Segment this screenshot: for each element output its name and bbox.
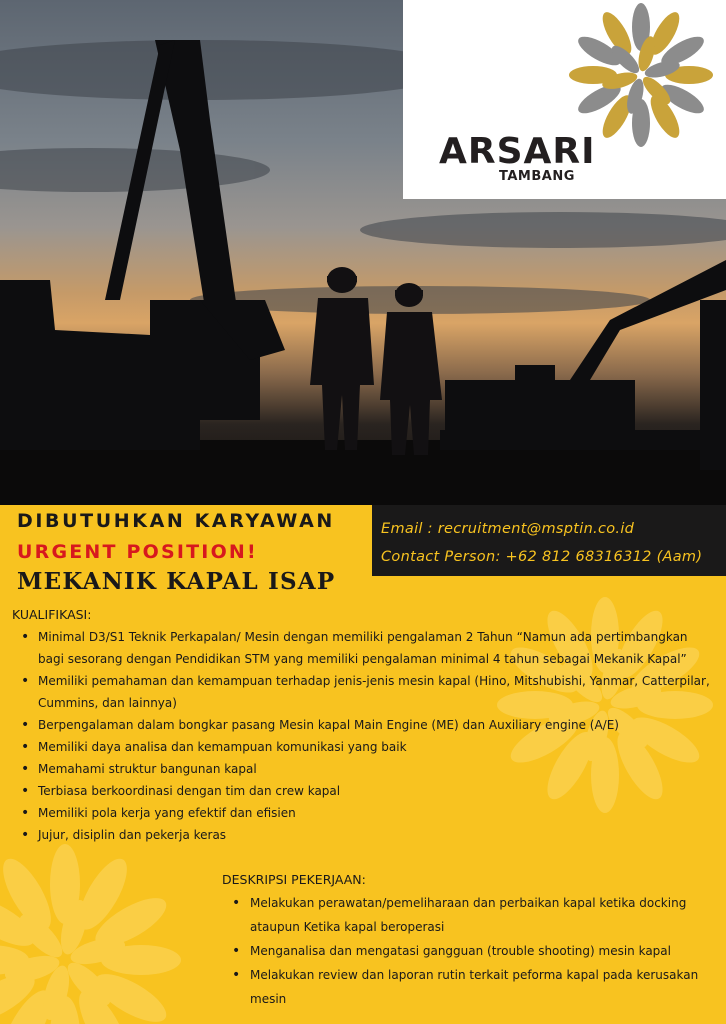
company-logo bbox=[403, 0, 726, 199]
list-item: • Memiliki daya analisa dan kemampuan komunikasi yang baik bbox=[21, 736, 711, 758]
description-title: DESKRIPSI PEKERJAAN: bbox=[222, 872, 366, 887]
contact-email: Email : recruitment@msptin.co.id bbox=[381, 521, 635, 537]
headline-hiring: DIBUTUHKAN KARYAWAN bbox=[17, 510, 335, 532]
logo-subtitle: TAMBANG bbox=[499, 169, 575, 184]
decorative-flower-icon bbox=[0, 835, 190, 1024]
list-item: • Minimal D3/S1 Teknik Perkapalan/ Mesin dengan memiliki pengalaman 2 Tahun “Namun ada pertimbangkan bagi sesorang dengan Pendidikan STM yang memiliki pengalaman minimal 4 tahun sebagai Mekanik Kapal” bbox=[21, 626, 711, 670]
list-item: • Melakukan perawatan/pemeliharaan dan perbaikan kapal ketika docking ataupun Ketika kapal beroperasi bbox=[232, 891, 707, 939]
list-item: • Berpengalaman dalam bongkar pasang Mesin kapal Main Engine (ME) dan Auxiliary engine (A/E) bbox=[21, 714, 711, 736]
headline-position-title: MEKANIK KAPAL ISAP bbox=[17, 568, 336, 595]
headline-urgent: URGENT POSITION! bbox=[17, 541, 258, 563]
list-item: • Melakukan review dan laporan rutin terkait peforma kapal pada kerusakan mesin bbox=[232, 963, 707, 1011]
list-item: • Menganalisa dan mengatasi gangguan (trouble shooting) mesin kapal bbox=[232, 939, 707, 963]
list-item: • Jujur, disiplin dan pekerja keras bbox=[21, 824, 711, 846]
description-list bbox=[232, 891, 707, 1011]
contact-box bbox=[372, 505, 726, 576]
logo-wordmark: ARSARI bbox=[439, 131, 596, 172]
list-item: • Memiliki pemahaman dan kemampuan terhadap jenis-jenis mesin kapal (Hino, Mitshubishi, Yanmar, Catterpilar, Cummins, dan lainnya) bbox=[21, 670, 711, 714]
contact-person: Contact Person: +62 812 68316312 (Aam) bbox=[381, 549, 703, 565]
qualifications-title: KUALIFIKASI: bbox=[12, 607, 92, 622]
flower-logo-icon bbox=[561, 0, 721, 150]
list-item: • Terbiasa berkoordinasi dengan tim dan crew kapal bbox=[21, 780, 711, 802]
list-item: • Memahami struktur bangunan kapal bbox=[21, 758, 711, 780]
qualifications-list bbox=[21, 626, 711, 846]
list-item: • Memiliki pola kerja yang efektif dan efisien bbox=[21, 802, 711, 824]
